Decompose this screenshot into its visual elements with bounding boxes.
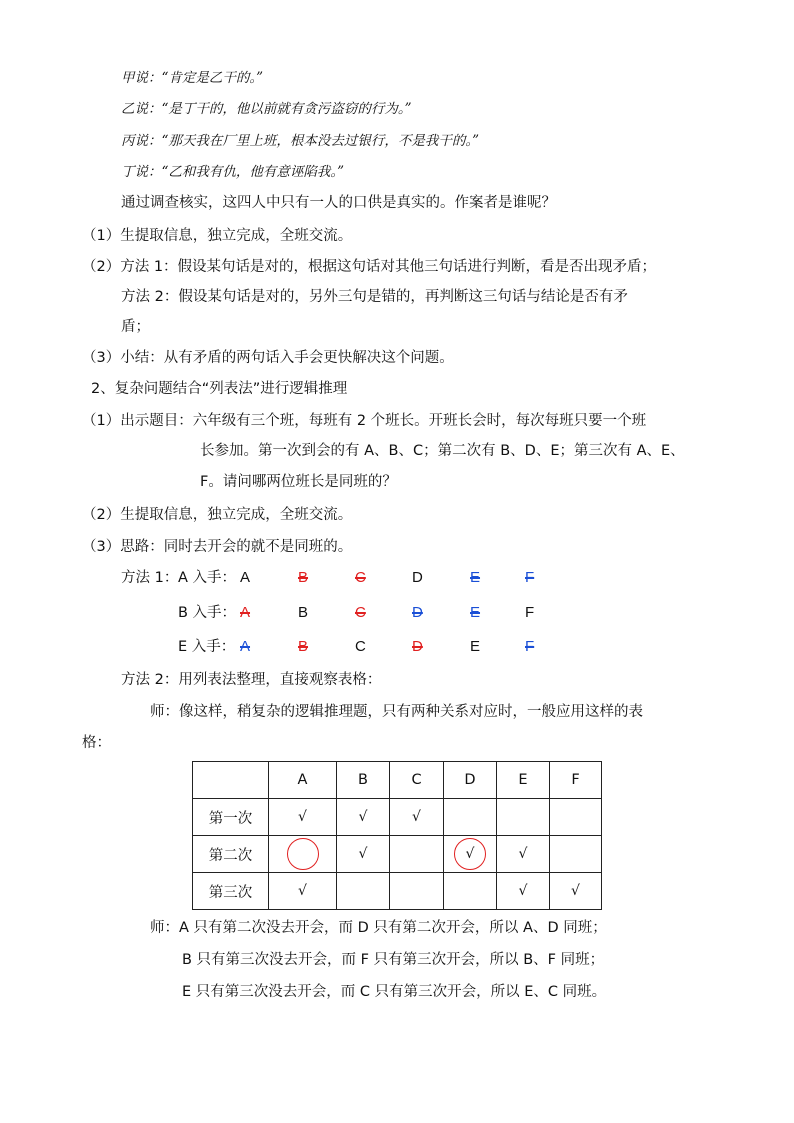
table-cell: [390, 836, 444, 873]
paragraph-2-1a: （1）出示题目：六年级有三个班，每班有 2 个班长。开班长会时，每次每班只要一个班: [82, 413, 647, 429]
paragraph-1-1: （1）生提取信息，独立完成，全班交流。: [82, 228, 353, 244]
method-1-letter: C: [355, 604, 366, 621]
conclusion-3: E 只有第三次没去开会，而 C 只有第三次开会，所以 E、C 同班。: [182, 984, 607, 1000]
red-circle-mark: [287, 838, 319, 870]
check-mark-icon: √: [412, 809, 421, 825]
method-1-letter: F: [525, 638, 535, 655]
table-cell: [497, 873, 550, 910]
testimony-1: [121, 68, 263, 88]
paragraph-1-2: （2）方法 1：假设某句话是对的，根据这句话对其他三句话进行判断，看是否出现矛盾；: [82, 259, 657, 275]
method-1-row-label: E 入手：: [178, 639, 236, 655]
table-cell: [269, 799, 337, 836]
table-header-cell: [193, 762, 269, 799]
table-cell: [444, 873, 497, 910]
table-cell: [390, 873, 444, 910]
table-cell: [337, 873, 390, 910]
table-header-cell: A: [269, 762, 337, 799]
section-2-heading: 2、复杂问题结合“列表法”进行逻辑推理: [91, 381, 348, 397]
table-cell: [550, 836, 602, 873]
method-1-letter: D: [412, 569, 423, 586]
method-1-letter: E: [470, 638, 481, 655]
paragraph-1-2c: 盾；: [121, 319, 150, 335]
method-2: 方法 2：用列表法整理，直接观察表格：: [121, 672, 382, 688]
teacher-line-1b: 格：: [82, 735, 111, 751]
method-1-letter: E: [470, 604, 481, 621]
table-cell: [550, 799, 602, 836]
method-1-letter: E: [470, 569, 481, 586]
quote: “那天我在厂里上班，根本没去过银行，不是我干的。”: [161, 133, 480, 149]
speaker: 乙说：: [121, 101, 162, 117]
table-cell: [269, 836, 337, 873]
check-mark-icon: √: [298, 809, 307, 825]
method-1-letter: D: [412, 604, 423, 621]
paragraph-1-3: （3）小结：从有矛盾的两句话入手会更快解决这个问题。: [82, 350, 454, 366]
teacher-line-1a: 师：像这样，稍复杂的逻辑推理题，只有两种关系对应时，一般应用这样的表: [150, 704, 643, 720]
method-1-letter: B: [298, 569, 309, 586]
table-header-cell: F: [550, 762, 602, 799]
attendance-table: [192, 761, 602, 910]
table-row: [193, 799, 602, 836]
check-mark-icon: √: [358, 846, 368, 862]
check-mark-icon: √: [518, 846, 528, 862]
table-cell: [390, 799, 444, 836]
check-mark-icon: √: [571, 883, 580, 899]
question-1: 通过调查核实，这四人中只有一人的口供是真实的。作案者是谁呢？: [121, 195, 556, 211]
paragraph-1-2b: 方法 2：假设某句话是对的，另外三句是错的，再判断这三句话与结论是否有矛: [121, 289, 628, 305]
table-row-label: 第二次: [193, 836, 269, 873]
table-header-cell: D: [444, 762, 497, 799]
speaker: 甲说：: [121, 70, 162, 86]
quote: “是丁干的，他以前就有贪污盗窃的行为。”: [161, 101, 412, 117]
table-cell: [497, 799, 550, 836]
table-cell: [337, 836, 390, 873]
check-mark-icon: √: [518, 883, 528, 899]
method-1-letter: F: [525, 569, 535, 586]
method-1-letter: B: [298, 638, 309, 655]
check-mark-icon: √: [298, 883, 307, 899]
table-header-cell: C: [390, 762, 444, 799]
table-cell: [337, 799, 390, 836]
table-row: [193, 836, 602, 873]
table-header-row: [193, 762, 602, 799]
method-1-letter: A: [240, 638, 251, 655]
method-1-letter: C: [355, 638, 366, 655]
conclusion-1: 师：A 只有第二次没去开会，而 D 只有第二次开会，所以 A、D 同班；: [150, 920, 607, 936]
table-row-label: 第一次: [193, 799, 269, 836]
testimony-2: [121, 99, 412, 119]
conclusion-2: B 只有第三次没去开会，而 F 只有第三次开会，所以 B、F 同班；: [182, 952, 605, 968]
check-mark-icon: √: [465, 846, 475, 862]
paragraph-2-3: （3）思路：同时去开会的就不是同班的。: [82, 539, 353, 555]
method-1-letter: B: [298, 604, 309, 621]
red-circle-mark: [454, 838, 486, 870]
table-row-label: 第三次: [193, 873, 269, 910]
testimony-3: [121, 131, 479, 151]
table-header-cell: E: [497, 762, 550, 799]
table-cell: [269, 873, 337, 910]
method-1-label: 方法 1：: [121, 570, 179, 586]
method-1-letter: A: [240, 604, 251, 621]
table-header-cell: B: [337, 762, 390, 799]
table-cell: [444, 836, 497, 873]
method-1-letter: C: [355, 569, 366, 586]
paragraph-2-1c: F。请问哪两位班长是同班的？: [200, 474, 397, 490]
paragraph-2-2: （2）生提取信息，独立完成，全班交流。: [82, 507, 353, 523]
table-row: [193, 873, 602, 910]
method-1-row-label: B 入手：: [178, 605, 237, 621]
method-1-row-label: A 入手：: [178, 570, 237, 586]
speaker: 丁说：: [121, 164, 162, 180]
method-1-letter: F: [525, 604, 535, 621]
quote: “肯定是乙干的。”: [161, 70, 264, 86]
check-mark-icon: √: [358, 809, 368, 825]
method-1-letter: D: [412, 638, 423, 655]
table-cell: [497, 836, 550, 873]
testimony-4: [121, 162, 344, 182]
quote: “乙和我有仇，他有意诬陷我。”: [161, 164, 345, 180]
method-1-letter: A: [240, 569, 251, 586]
speaker: 丙说：: [121, 133, 162, 149]
paragraph-2-1b: 长参加。第一次到会的有 A、B、C；第二次有 B、D、E；第三次有 A、E、: [200, 443, 685, 459]
table-cell: [550, 873, 602, 910]
table-cell: [444, 799, 497, 836]
